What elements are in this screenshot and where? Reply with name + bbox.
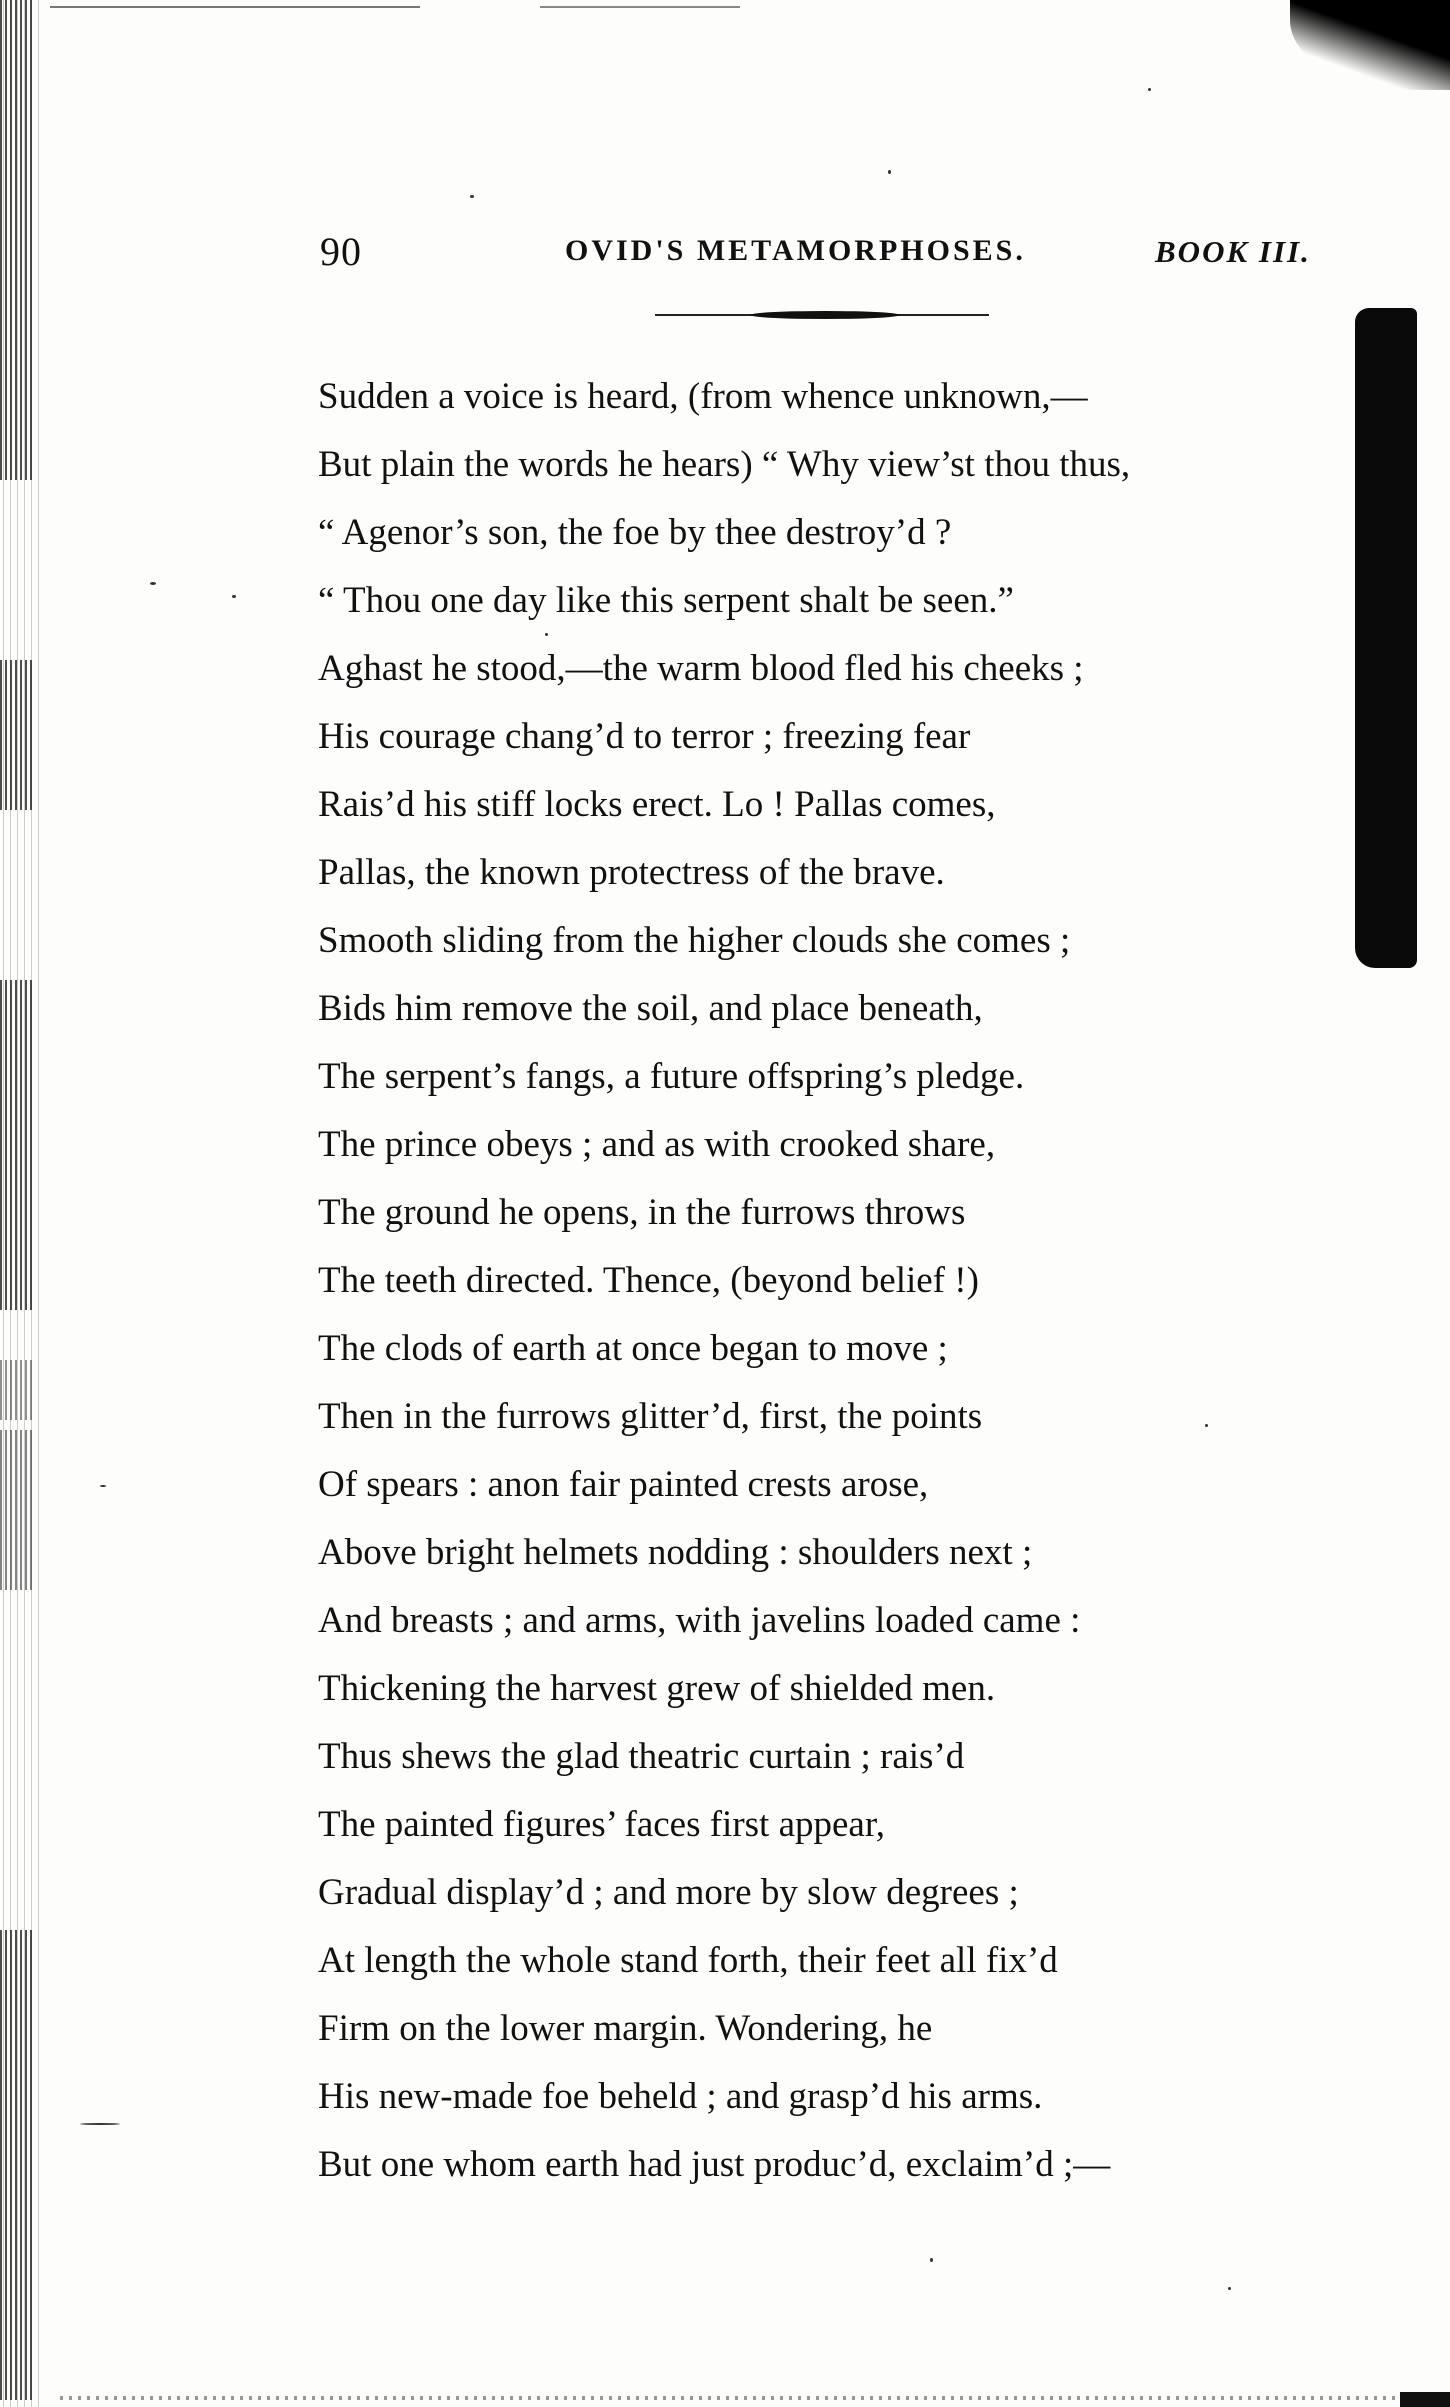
verse-line: The prince obeys ; and as with crooked share, bbox=[318, 1124, 996, 1165]
gutter-shadow bbox=[0, 660, 32, 810]
paper-speck bbox=[1228, 2287, 1231, 2290]
verse-line: Of spears : anon fair painted crests arose, bbox=[318, 1464, 929, 1505]
verse-line: Smooth sliding from the higher clouds she comes ; bbox=[318, 920, 1071, 961]
paper-speck bbox=[888, 170, 891, 174]
paper-speck bbox=[150, 582, 156, 585]
verse-line: Then in the furrows glitter’d, first, the points bbox=[318, 1396, 983, 1437]
verse-line: Pallas, the known protectress of the brave. bbox=[318, 852, 945, 893]
paper-speck bbox=[470, 195, 474, 198]
verse-line: The teeth directed. Thence, (beyond belief !) bbox=[318, 1260, 979, 1301]
verse-line: Aghast he stood,—the warm blood fled his cheeks ; bbox=[318, 648, 1084, 689]
verse-line: Thickening the harvest grew of shielded men. bbox=[318, 1668, 996, 1709]
verse-line: His new-made foe beheld ; and grasp’d his arms. bbox=[318, 2076, 1043, 2117]
verse-line: Bids him remove the soil, and place beneath, bbox=[318, 988, 983, 1029]
ornament-swell bbox=[750, 311, 900, 319]
paper-speck bbox=[545, 633, 548, 636]
verse-line: Thus shews the glad theatric curtain ; rais’d bbox=[318, 1736, 965, 1777]
gutter-shadow bbox=[0, 0, 32, 480]
poem-text bbox=[318, 363, 1318, 2199]
verse-line: At length the whole stand forth, their feet all fix’d bbox=[318, 1940, 1058, 1981]
verse-line: The clods of earth at once began to move ; bbox=[318, 1328, 948, 1369]
gutter-shadow bbox=[0, 1430, 32, 1590]
verse-line: Sudden a voice is heard, (from whence unknown,— bbox=[318, 376, 1088, 417]
page-bottom-mark bbox=[1400, 2392, 1450, 2407]
verse-line: But plain the words he hears) “ Why view’st thou thus, bbox=[318, 444, 1131, 485]
verse-line: His courage chang’d to terror ; freezing fear bbox=[318, 716, 971, 757]
paper-speck bbox=[100, 1485, 106, 1487]
page-bottom-edge bbox=[60, 2396, 1450, 2400]
paper-speck bbox=[80, 2123, 120, 2125]
gutter-shadow bbox=[0, 1360, 32, 1420]
gutter-shadow bbox=[0, 980, 32, 1310]
verse-line: The painted figures’ faces first appear, bbox=[318, 1804, 885, 1845]
page-number: 90 bbox=[320, 229, 362, 274]
paper-speck bbox=[1205, 1424, 1208, 1427]
page-top-edge bbox=[540, 6, 740, 8]
verse-line: Gradual display’d ; and more by slow degrees ; bbox=[318, 1872, 1019, 1913]
verse-line: Above bright helmets nodding : shoulders next ; bbox=[318, 1532, 1033, 1573]
verse-line: “ Thou one day like this serpent shalt be seen.” bbox=[318, 580, 1014, 621]
page-top-edge bbox=[50, 6, 420, 8]
verse-line: “ Agenor’s son, the foe by thee destroy’d ? bbox=[318, 512, 952, 553]
paper-speck bbox=[930, 2258, 933, 2262]
book-label: BOOK III. bbox=[1155, 234, 1311, 269]
paper-speck bbox=[232, 595, 236, 598]
paper-speck bbox=[1148, 88, 1151, 91]
verse-line: The serpent’s fangs, a future offspring’s pledge. bbox=[318, 1056, 1025, 1097]
running-head bbox=[320, 228, 1320, 278]
page-corner-shadow bbox=[1290, 0, 1450, 90]
verse-line: Firm on the lower margin. Wondering, he bbox=[318, 2008, 933, 2049]
gutter-shadow bbox=[0, 1930, 32, 2400]
running-title: OVID'S METAMORPHOSES. bbox=[565, 234, 1026, 267]
header-ornament-rule bbox=[655, 311, 989, 319]
verse-line: But one whom earth had just produc’d, exclaim’d ;— bbox=[318, 2144, 1111, 2185]
verse-line: The ground he opens, in the furrows throws bbox=[318, 1192, 966, 1233]
verse-line: And breasts ; and arms, with javelins loaded came : bbox=[318, 1600, 1081, 1641]
page-edge-tab bbox=[1355, 308, 1417, 968]
verse-line: Rais’d his stiff locks erect. Lo ! Pallas comes, bbox=[318, 784, 996, 825]
